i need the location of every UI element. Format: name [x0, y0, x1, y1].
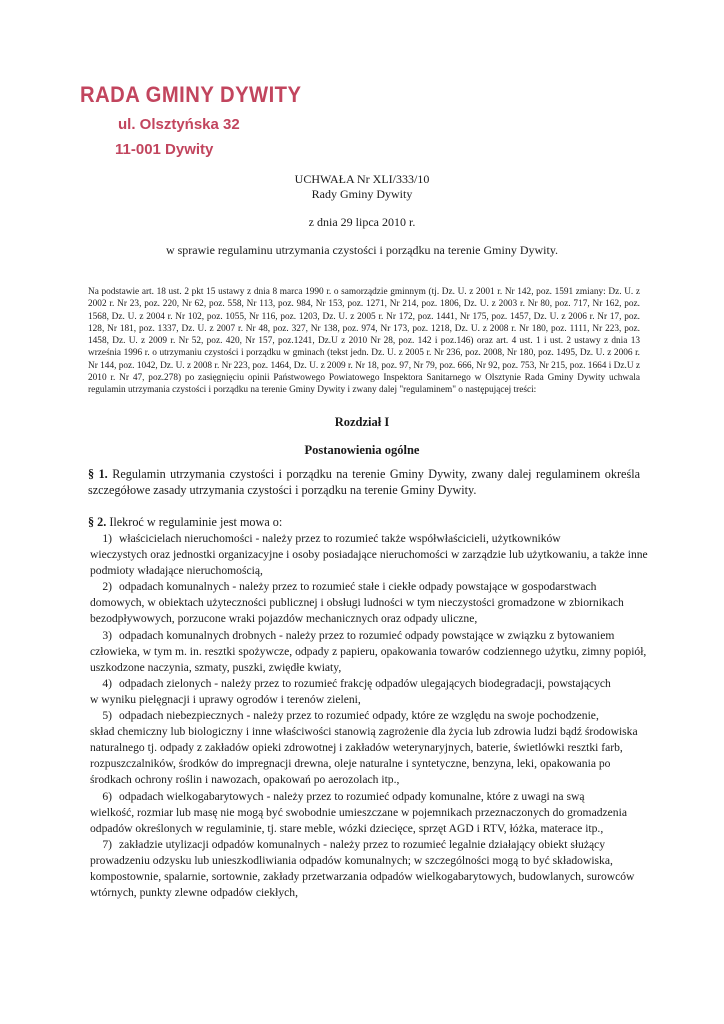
- section-1-label: § 1.: [88, 467, 108, 481]
- definition-continuation: wielkość, rozmiar lub masę nie mogą być swobodnie umieszczane w pojemnikach przeznaczonych do gromadzenia odpadów określonych w regulaminie, tj. stare meble, wózki dziecięce, sprzęt AGD i RTV, łóżka, materace itp.,: [90, 805, 627, 835]
- definition-first-line: odpadach wielkogabarytowych - należy przez to rozumieć odpady komunalne, które z uwagi na swą: [119, 789, 585, 803]
- council-stamp: [80, 82, 302, 158]
- definition-number: 3): [102, 628, 112, 642]
- definition-item: [88, 628, 648, 676]
- section-1-text: Regulamin utrzymania czystości i porządku na terenie Gminy Dywity, zwany dalej regulaminem określa szczegółowe zasady utrzymania czystości i porządku na terenie Gminy Dywity.: [88, 467, 640, 497]
- legal-basis-preamble: Na podstawie art. 18 ust. 2 pkt 15 ustawy z dnia 8 marca 1990 r. o samorządzie gminnym (tj. Dz. U. z 2001 r. Nr 142, poz. 1591 zmiany: Dz. U. z 2002 r. Nr 23, poz. 220, Nr 62, poz. 558, Nr 113, poz. 984, Nr 153, poz. 1271, Nr 214, poz. 1806, Dz. U. z 2003 r. Nr 80, poz. 717, Nr 162, poz. 1568, Dz. U. z 2004 r. Nr 102, poz. 1055, Nr 116, poz. 1203, Dz. U. z 2005 r. Nr 172, poz. 1441, Nr 175, poz. 1457, Dz. U. z 2006 r. Nr 17, poz. 128, Nr 181, poz. 1337, Dz. U. z 2007 r. Nr 48, poz. 327, Nr 138, poz. 974, Nr 173, poz. 1218, Dz. U. z 2008 r. Nr 180, poz. 1111, Nr 223, poz. 1458, Dz. U. z 2009 r. Nr 52, poz. 420, Nr 157, poz.1241, Dz.U z 2010 Nr 28, poz. 142 i poz.146) oraz art. 4 ust. 1 i ust. 2 ustawy z dnia 13 września 1996 r. o utrzymaniu czystości i porządku w gminach (tekst jedn. Dz. U. z 2005 r. Nr 236, poz. 2008, Nr 180, poz. 1495, Dz. U. z 2006 r. Nr 144, poz. 1042, Dz. U. z 2008 r. Nr 223, poz. 1464, Dz. U. z 2009 r. Nr 18, poz. 97, Nr 79, poz. 666, Nr 92, poz. 753, Nr 215, poz. 1664 i Dz.U z 2010 r. Nr 47, poz.278) po zasięgnięciu opinii Państwowego Powiatowego Inspektora Sanitarnego w Olsztynie Rada Gminy Dywity uchwala regulamin utrzymania czystości i porządku na terenie Gminy Dywity i zwany dalej "regulaminem" o następującej treści:: [88, 287, 640, 396]
- definition-continuation: wieczystych oraz jednostki organizacyjne i osoby posiadające nieruchomości w zarządzie lub użytkowaniu, a także inne podmioty władające nieruchomością,: [90, 548, 648, 578]
- definition-item: [88, 579, 648, 627]
- definition-item: [88, 676, 648, 708]
- chapter-subtitle: Postanowienia ogólne: [304, 443, 420, 457]
- definition-item: [88, 531, 648, 579]
- section-2-label: § 2.: [88, 515, 107, 529]
- definition-item: [88, 789, 648, 837]
- definition-number: 6): [102, 789, 112, 803]
- resolution-subject: w sprawie regulaminu utrzymania czystości i porządku na terenie Gminy Dywity.: [165, 243, 559, 257]
- section-2: [88, 514, 640, 530]
- definition-number: 7): [102, 837, 112, 851]
- definition-continuation: człowieka, w tym m. in. resztki spożywcze, odpady z papieru, opakowania towarów codziennego użytku, zimny popiół, uszkodzone naczynia, szmaty, puszki, zwiędłe kwiaty,: [90, 644, 647, 674]
- definition-item: [88, 837, 648, 901]
- definition-continuation: prowadzeniu odzysku lub unieszkodliwiania odpadów komunalnych; w szczególności mogą to być składowiska, kompostownie, spalarnie, sortownie, zakłady przetwarzania odpadów wielkogabarytowych, budowlanych, surowców wtórnych, punkty zlewne odpadów ciekłych,: [90, 853, 635, 900]
- definition-continuation: domowych, w obiektach użyteczności publicznej i obsługi ludności w tym nieczystości gromadzone w zbiornikach bezodpływowych, porzucone wraki pojazdów mechanicznych oraz odpady uliczne,: [90, 596, 624, 626]
- chapter-title: Rozdział I: [334, 415, 390, 429]
- definition-number: 1): [102, 532, 112, 545]
- resolution-number: UCHWAŁA Nr XLI/333/10: [294, 172, 430, 186]
- definition-continuation: w wyniku pielęgnacji i uprawy ogrodów i terenów zieleni,: [90, 692, 361, 706]
- definition-first-line: odpadach niebezpiecznych - należy przez to rozumieć odpady, które ze względu na swoje pochodzenie,: [119, 709, 599, 723]
- section-2-text: Ilekroć w regulaminie jest mowa o:: [106, 515, 283, 529]
- definition-first-line: właścicielach nieruchomości - należy przez to rozumieć także współwłaścicieli, użytkowników: [119, 532, 561, 545]
- definition-first-line: odpadach komunalnych - należy przez to rozumieć stałe i ciekłe odpady powstające w gospodarstwach: [119, 580, 597, 594]
- definitions-list: [88, 531, 648, 901]
- definition-number: 4): [102, 676, 112, 690]
- stamp-city: 11-001 Dywity: [115, 141, 214, 158]
- definition-first-line: odpadach komunalnych drobnych - należy przez to rozumieć odpady powstające w związku z bytowaniem: [119, 628, 615, 642]
- resolution-date: z dnia 29 lipca 2010 r.: [308, 215, 416, 229]
- definition-continuation: skład chemiczny lub biologiczny i inne właściwości stanowią zagrożenie dla życia lub zdrowia ludzi bądź środowiska naturalnego tj. odpady z zakładów opieki zdrowotnej i zakładów weterynaryjnych, baterie, świetlówki resztki farb, rozpuszczalników, środków do impregnacji drewna, oleje naturalne i syntetyczne, benzyna, leki, opakowania po środkach ochrony roślin i nawozach, opakowań po aerozolach itp.,: [90, 725, 638, 787]
- stamp-council-name: RADA GMINY DYWITY: [80, 82, 302, 107]
- definition-number: 5): [102, 709, 112, 723]
- section-1: [88, 466, 640, 498]
- definition-number: 2): [102, 580, 112, 594]
- stamp-address: ul. Olsztyńska 32: [118, 116, 240, 133]
- definition-first-line: zakładzie utylizacji odpadów komunalnych - należy przez to rozumieć legalnie działający obiekt służący: [119, 837, 606, 851]
- resolution-issuer: Rady Gminy Dywity: [311, 187, 413, 201]
- definition-item: [88, 708, 648, 788]
- definition-first-line: odpadach zielonych - należy przez to rozumieć frakcję odpadów ulegających biodegradacji, powstających: [119, 676, 611, 690]
